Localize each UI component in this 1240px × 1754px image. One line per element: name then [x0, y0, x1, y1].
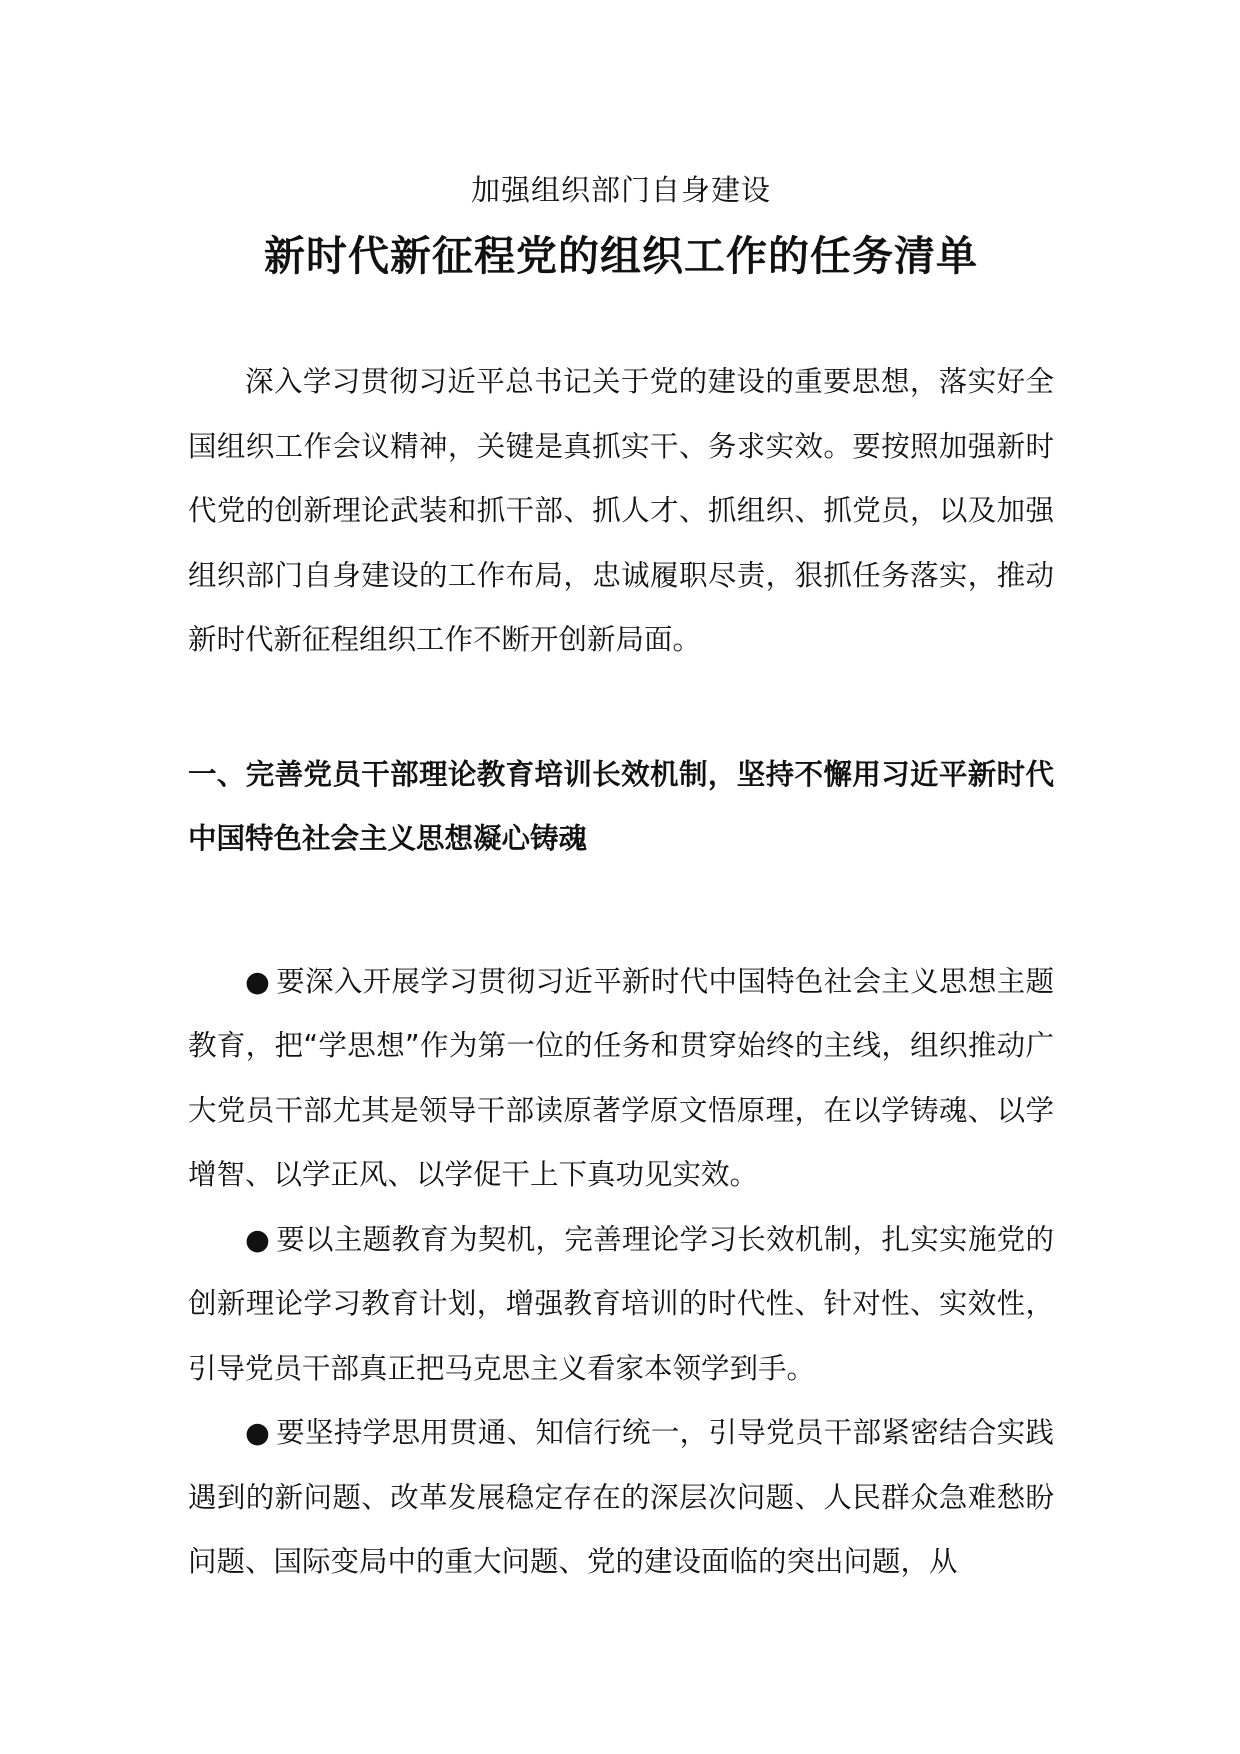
document-title: 新时代新征程党的组织工作的任务清单 — [264, 232, 978, 280]
bullet-list — [188, 950, 1054, 1595]
bullet-dot: ● — [245, 1416, 271, 1449]
bullet-text: 要坚持学思用贯通、知信行统一，引导党员干部紧密结合实践遇到的新问题、改革发展稳定存在的深层次问题、人民群众急难愁盼问题、国际变局中的重大问题、党的建设面临的突出问题，从 — [188, 1416, 1054, 1578]
bullet-item — [188, 1208, 1054, 1402]
bullet-item — [188, 1401, 1054, 1595]
section-heading-1: 一、完善党员干部理论教育培训长效机制，坚持不懈用习近平新时代中国特色社会主义思想凝心铸魂 — [188, 757, 1054, 855]
bullet-dot: ● — [245, 1222, 271, 1256]
document-subtitle: 加强组织部门自身建设 — [470, 173, 771, 207]
intro-paragraph: 深入学习贯彻习近平总书记关于党的建设的重要思想，落实好全国组织工作会议精神，关键是真抓实干、务求实效。要按照加强新时代党的创新理论武装和抓干部、抓人才、抓组织、抓党员，以及加强组织部门自身建设的工作布局，忠诚履职尽责，狠抓任务落实，推动新时代新征程组织工作不断开创新局面。 — [188, 365, 1054, 656]
bullet-item — [188, 950, 1054, 1208]
bullet-dot: ● — [245, 964, 271, 998]
document-page — [188, 170, 1054, 1595]
bullet-text: 要深入开展学习贯彻习近平新时代中国特色社会主义思想主题教育，把“学思想”作为第一位的任务和贯穿始终的主线，组织推动广大党员干部尤其是领导干部读原著学原文悟原理，在以学铸魂、以学增智、以学正风、以学促干上下真功见实效。 — [188, 964, 1054, 1191]
bullet-text: 要以主题教育为契机，完善理论学习长效机制，扎实实施党的创新理论学习教育计划，增强教育培训的时代性、针对性、实效性，引导党员干部真正把马克思主义看家本领学到手。 — [188, 1222, 1054, 1385]
